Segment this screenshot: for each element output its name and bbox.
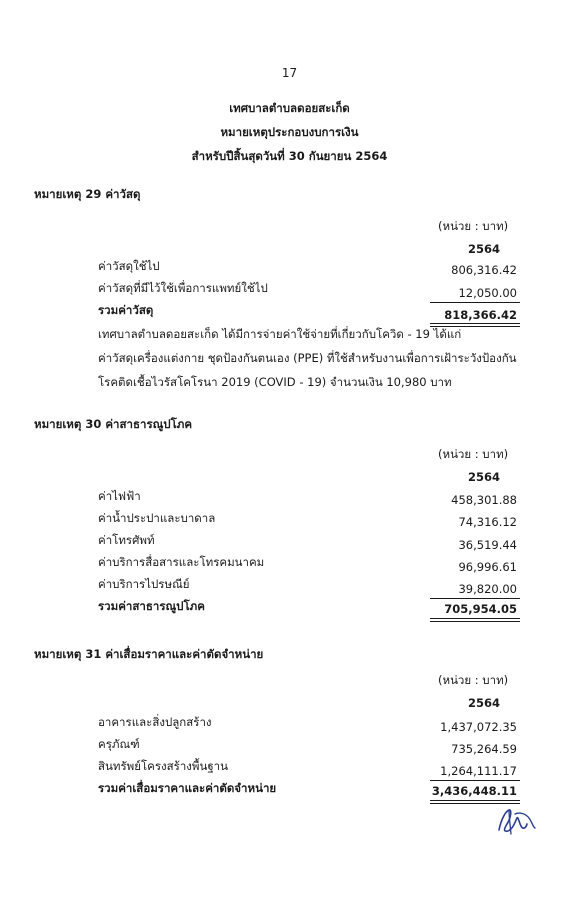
note30-item-label: ค่าไฟฟ้า	[98, 489, 141, 503]
note31-total-value: 3,436,448.11	[431, 784, 517, 798]
subtotal-rule	[430, 780, 520, 781]
org-name: เทศบาลตำบลดอยสะเก็ด	[229, 101, 350, 115]
note31-item-label: ครุภัณฑ์	[98, 737, 140, 751]
note30-item-value: 96,996.61	[458, 560, 517, 574]
note31-total-label: รวมค่าเสื่อมราคาและค่าตัดจำหน่าย	[98, 781, 277, 795]
note31-unit: (หน่วย : บาท)	[438, 673, 509, 687]
report-title: หมายเหตุประกอบงบการเงิน	[220, 125, 359, 139]
note30-unit: (หน่วย : บาท)	[438, 447, 509, 461]
note29-heading: หมายเหตุ 29 ค่าวัสดุ	[34, 187, 141, 201]
note30-item-value: 458,301.88	[451, 493, 517, 507]
note30-item-label: ค่าน้ำประปาและบาดาล	[98, 511, 216, 525]
note31-item-value: 735,264.59	[451, 742, 517, 756]
note31-item-label: อาคารและสิ่งปลูกสร้าง	[98, 715, 212, 729]
note29-remark-line: โรคติดเชื้อไวรัสโคโรนา 2019 (COVID - 19) จำนวนเงิน 10,980 บาท	[98, 375, 452, 389]
note31-item-value: 1,437,072.35	[440, 720, 517, 734]
note29-remark-line: ค่าวัสดุเครื่องแต่งกาย ชุดป้องกันตนเอง (PPE) ที่ใช้สำหรับงานเพื่อการเฝ้าระวังป้องกัน	[98, 351, 517, 365]
subtotal-rule	[430, 302, 520, 303]
note31-year: 2564	[468, 696, 501, 710]
note30-total-value: 705,954.05	[444, 602, 517, 616]
note30-year: 2564	[468, 470, 501, 484]
note30-item-label: ค่าโทรศัพท์	[98, 533, 155, 547]
note30-item-value: 74,316.12	[458, 515, 517, 529]
note29-unit: (หน่วย : บาท)	[438, 219, 509, 233]
note30-item-value: 39,820.00	[458, 582, 517, 596]
note30-total-label: รวมค่าสาธารณูปโภค	[98, 599, 205, 613]
total-double-rule	[430, 618, 520, 622]
note31-item-label: สินทรัพย์โครงสร้างพื้นฐาน	[98, 759, 228, 773]
note30-heading: หมายเหตุ 30 ค่าสาธารณูปโภค	[34, 417, 193, 431]
note29-item-label: ค่าวัสดุใช้ไป	[98, 259, 160, 273]
note29-total-label: รวมค่าวัสดุ	[98, 303, 154, 317]
note29-year: 2564	[468, 242, 501, 256]
note30-item-value: 36,519.44	[458, 538, 517, 552]
signature-initials	[495, 804, 539, 838]
note29-item-label: ค่าวัสดุที่มีไว้ใช้เพื่อการแพทย์ใช้ไป	[98, 281, 268, 295]
report-period: สำหรับปีสิ้นสุดวันที่ 30 กันยายน 2564	[191, 149, 388, 163]
note29-total-value: 818,366.42	[444, 308, 517, 322]
note29-item-value: 806,316.42	[451, 263, 517, 277]
subtotal-rule	[430, 598, 520, 599]
note29-remark-line: เทศบาลตำบลดอยสะเก็ด ได้มีการจ่ายค่าใช้จ่ายที่เกี่ยวกับโควิด - 19 ได้แก่	[98, 327, 462, 341]
note31-item-value: 1,264,111.17	[440, 764, 517, 778]
note31-heading: หมายเหตุ 31 ค่าเสื่อมราคาและค่าตัดจำหน่าย	[34, 647, 264, 661]
page-number: 17	[281, 66, 298, 80]
note29-item-value: 12,050.00	[458, 286, 517, 300]
note30-item-label: ค่าบริการสื่อสารและโทรคมนาคม	[98, 555, 265, 569]
note30-item-label: ค่าบริการไปรษณีย์	[98, 577, 190, 591]
